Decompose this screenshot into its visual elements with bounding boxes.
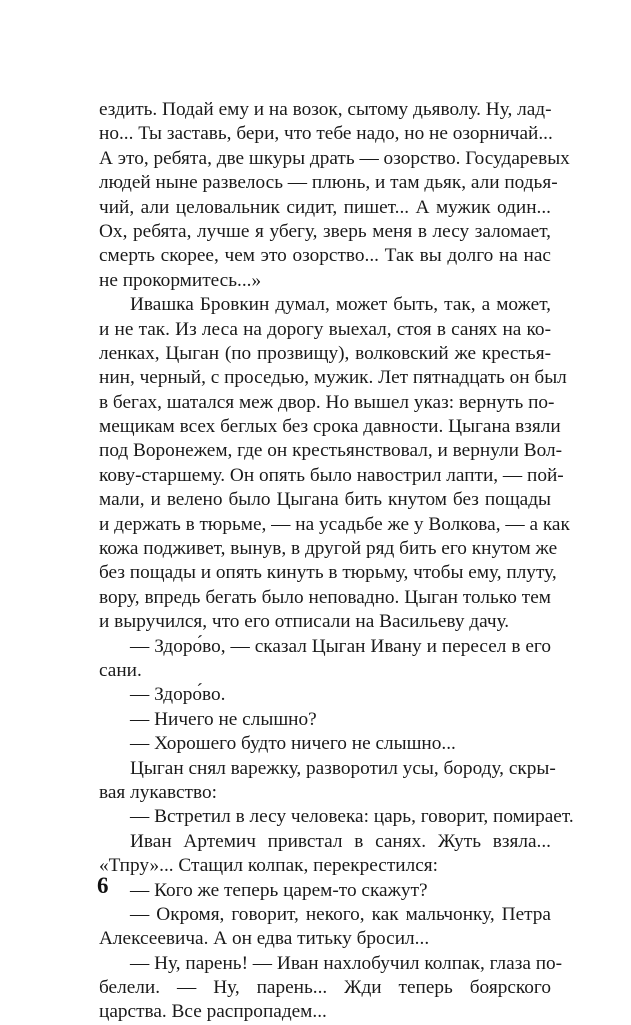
- text-line: — Кого же теперь царем-то скажут?: [130, 879, 428, 901]
- text-line: без пощады и опять кинуть в тюрьму, чтобы ему, плуту,: [99, 562, 557, 584]
- text-line: сани.: [99, 659, 142, 681]
- text-line: и выручился, что его отписали на Васильеву дачу.: [99, 611, 510, 633]
- text-line: смерть скорее, чем это озорство... Так вы долго на нас: [99, 245, 551, 267]
- text-line: и не так. Из леса на дорогу выехал, стоя в санях на ко-: [99, 318, 551, 340]
- text-line: Цыган снял варежку, разворотил усы, бороду, скры-: [130, 757, 556, 779]
- text-line: вая лукавство:: [99, 781, 217, 803]
- text-line: кожа подживет, вынув, в другой ряд бить его кнутом же: [99, 538, 558, 560]
- text-line: — Ничего не слышно?: [130, 708, 317, 730]
- text-line: ленках, Цыган (по прозвищу), волковский же крестья-: [99, 342, 551, 364]
- text-line: Ивашка Бровкин думал, может быть, так, а может,: [130, 294, 551, 316]
- text-line: не прокормитесь...»: [99, 269, 262, 291]
- text-line: чий, али целовальник сидит, пишет... А мужик один...: [99, 196, 551, 218]
- text-line: царства. Все распропадем...: [99, 1001, 327, 1023]
- text-line: Алексеевича. А он едва титьку бросил...: [99, 928, 430, 950]
- text-line: — Здоро́во.: [130, 684, 226, 706]
- text-line: ездить. Подай ему и на возок, сытому дьяволу. Ну, лад-: [99, 99, 552, 120]
- text-line: белели. — Ну, парень... Жди теперь боярского: [99, 977, 551, 999]
- text-line: — Встретил в лесу человека: царь, говорит, помирает.: [130, 806, 574, 828]
- text-line: людей ныне развелось — плюнь, и там дьяк, али подья-: [99, 172, 558, 194]
- text-line: «Тпру»... Стащил колпак, перекрестился:: [99, 855, 438, 877]
- text-line: вору, впредь бегать было неповадно. Цыган только тем: [99, 586, 551, 608]
- text-line: — Ну, парень! — Иван нахлобучил колпак, глаза по-: [130, 952, 563, 974]
- text-line: под Воронежем, где он крестьянствовал, и вернули Вол-: [99, 440, 563, 462]
- text-line: — Здоро́во, — сказал Цыган Ивану и пересел в его: [130, 635, 551, 657]
- page-number: 6: [97, 873, 109, 898]
- text-line: А это, ребята, две шкуры драть — озорство. Государевых: [99, 147, 570, 169]
- text-line: мещикам всех беглых без срока давности. Цыгана взяли: [99, 416, 561, 438]
- text-line: но... Ты заставь, бери, что тебе надо, но не озорничай...: [99, 123, 553, 145]
- text-line: Иван Артемич привстал в санях. Жуть взяла...: [130, 830, 551, 852]
- text-line: кову-старшему. Он опять было навострил лапти, — пой-: [99, 464, 564, 486]
- text-line: нин, черный, с проседью, мужик. Лет пятнадцать он был: [99, 367, 567, 389]
- text-line: — Хорошего будто ничего не слышно...: [130, 733, 456, 755]
- text-line: — Окромя, говорит, некого, как мальчонку, Петра: [130, 903, 551, 925]
- text-line: в бегах, шатался меж двор. Но вышел указ: вернуть по-: [99, 391, 555, 413]
- text-line: и держать в тюрьме, — на усадьбе же у Волкова, — а как: [99, 513, 570, 535]
- page-text: [99, 98, 574, 1025]
- text-line: мали, и велено было Цыгана бить кнутом без пощады: [99, 489, 551, 511]
- text-line: Ох, ребята, лучше я убегу, зверь меня в лесу заломает,: [99, 220, 551, 242]
